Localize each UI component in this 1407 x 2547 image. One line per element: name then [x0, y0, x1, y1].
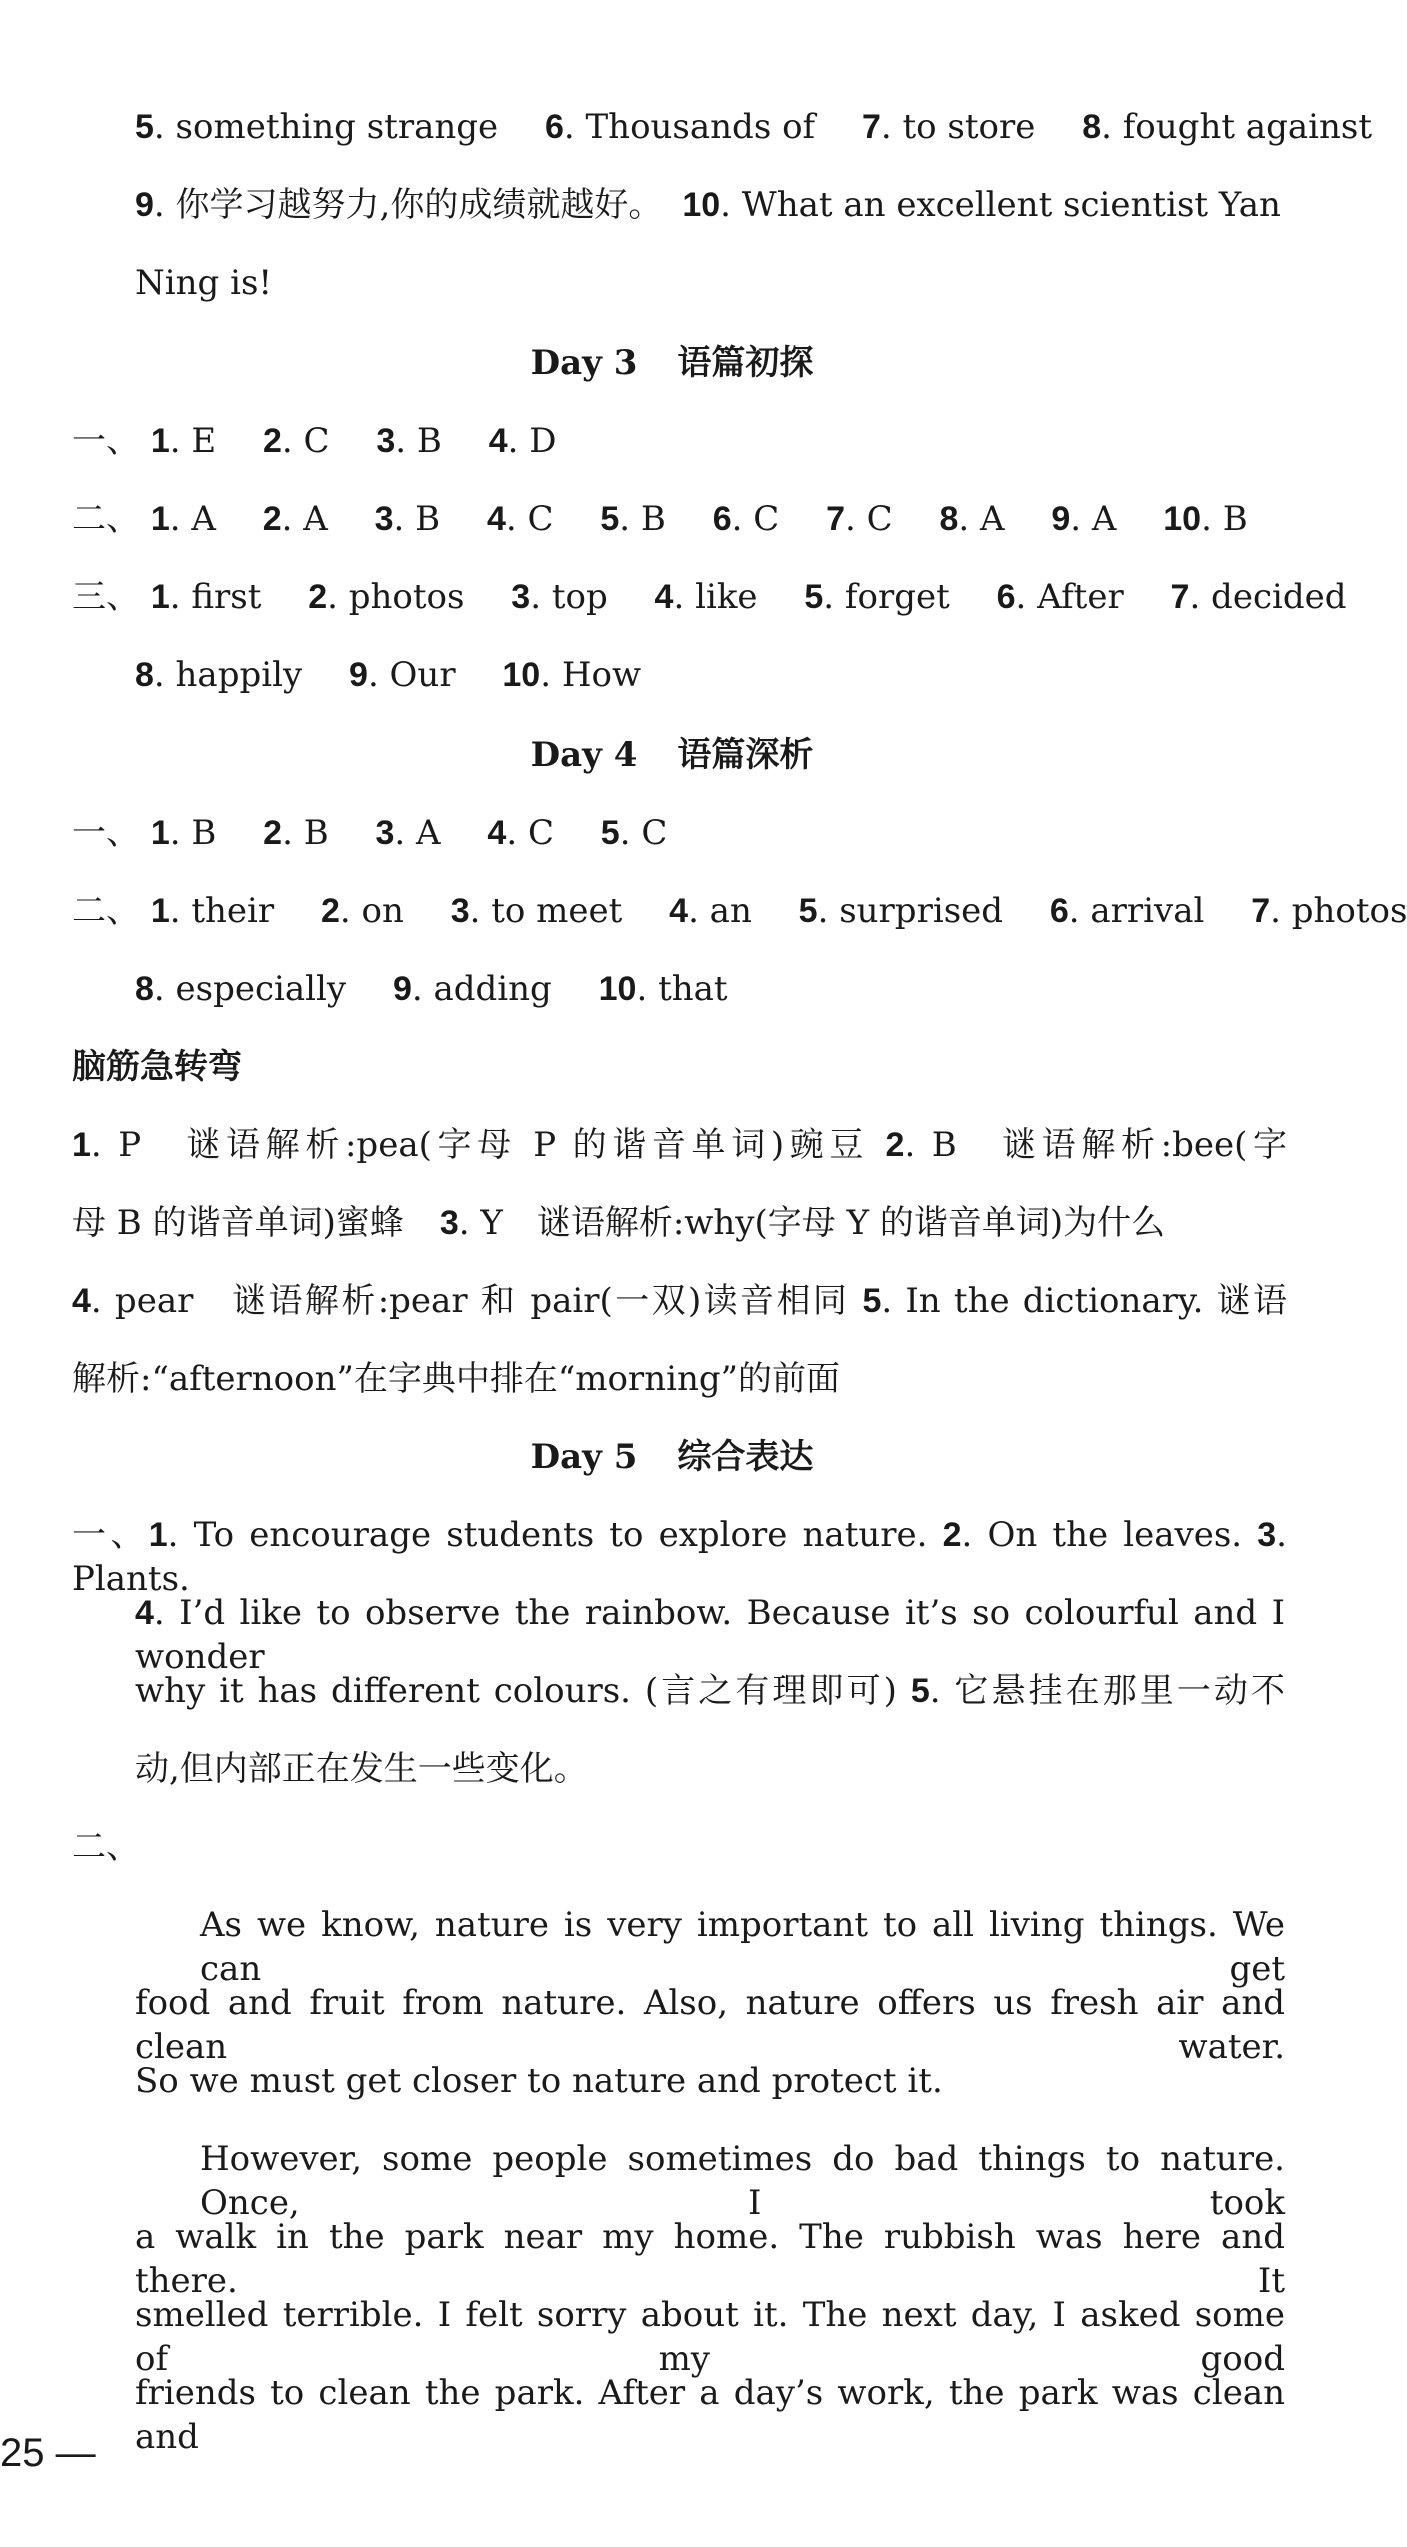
brain-teaser-line-1: 1. P 谜语解析:pea(字母 P 的谐音单词)豌豆 2. B 谜语解析:bee(字 [72, 1125, 1288, 1165]
essay-line-5: a walk in the park near my home. The rubbish was here and there. It [135, 2217, 1285, 2301]
day3-title: Day 3 语篇初探 [530, 343, 814, 383]
brain-teaser-line-4: 解析:“afternoon”在字典中排在“morning”的前面 [72, 1359, 841, 1399]
answer-line-9-10: 9. 你学习越努力,你的成绩就越好。 10. What an excellent scientist Yan [135, 185, 1281, 225]
day3-section-2: 二、 1. A 2. A 3. B 4. C 5. B 6. C 7. C 8. A 9. A 10. B [72, 499, 1248, 539]
brain-teaser-line-3: 4. pear 谜语解析:pear 和 pair(一双)读音相同 5. In the dictionary. 谜语 [72, 1281, 1287, 1321]
essay-line-7: friends to clean the park. After a day’s work, the park was clean and [135, 2373, 1285, 2457]
day3-section-3a: 三、 1. first 2. photos 3. top 4. like 5. forget 6. After 7. decided [72, 577, 1347, 617]
day5-section-1-line-3: why it has different colours. (言之有理即可) 5. 它悬挂在那里一动不 [135, 1671, 1286, 1711]
page-number: 25 — [0, 2431, 96, 2475]
day5-section-1-line-4: 动,但内部正在发生一些变化。 [135, 1749, 588, 1789]
day4-section-2a: 二、 1. their 2. on 3. to meet 4. an 5. surprised 6. arrival 7. photos [72, 891, 1407, 931]
day5-section-1-line-1: 一、1. To encourage students to explore nature. 2. On the leaves. 3. Plants. [72, 1515, 1287, 1599]
day5-section-2-label: 二、 [72, 1827, 140, 1867]
brain-teaser-line-2: 母 B 的谐音单词)蜜蜂 3. Y 谜语解析:why(字母 Y 的谐音单词)为什么 [72, 1203, 1166, 1243]
day4-title: Day 4 语篇深析 [530, 735, 814, 775]
day4-section-1: 一、 1. B 2. B 3. A 4. C 5. C [72, 813, 668, 853]
day5-section-1-line-2: 4. I’d like to observe the rainbow. Because it’s so colourful and I wonder [135, 1593, 1285, 1677]
day5-title: Day 5 综合表达 [530, 1437, 814, 1477]
answer-line-5-8: 5. something strange 6. Thousands of 7. to store 8. fought against [135, 107, 1372, 147]
essay-line-3: So we must get closer to nature and protect it. [135, 2061, 943, 2101]
day4-section-2b: 8. especially 9. adding 10. that [135, 969, 728, 1009]
essay-line-2: food and fruit from nature. Also, nature offers us fresh air and clean water. [135, 1983, 1285, 2067]
day3-section-3b: 8. happily 9. Our 10. How [135, 655, 642, 695]
essay-line-6: smelled terrible. I felt sorry about it. The next day, I asked some of my good [135, 2295, 1285, 2379]
brain-teaser-heading: 脑筋急转弯 [72, 1047, 242, 1087]
day3-section-1: 一、 1. E 2. C 3. B 4. D [72, 421, 557, 461]
essay-line-1: As we know, nature is very important to all living things. We can get [200, 1905, 1285, 1989]
essay-line-4: However, some people sometimes do bad things to nature. Once, I took [200, 2139, 1285, 2223]
answer-line-10-cont: Ning is! [135, 263, 273, 303]
